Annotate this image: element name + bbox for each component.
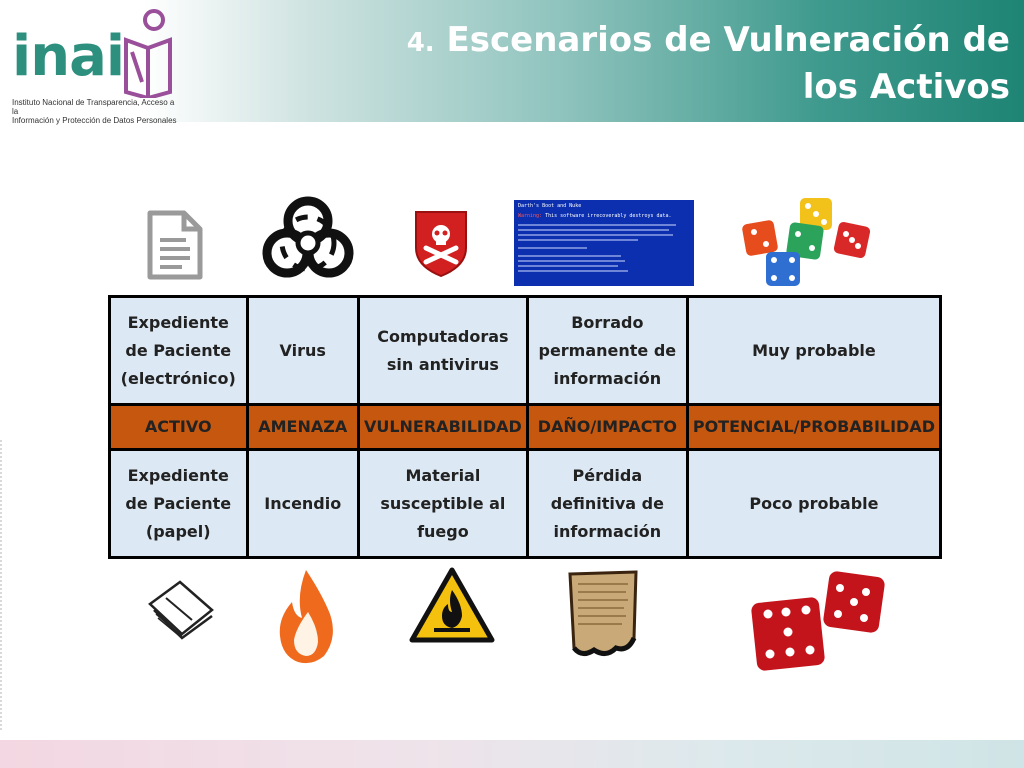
bsod-warning-label: Warning: bbox=[518, 213, 543, 219]
logo-person-book-icon bbox=[118, 8, 178, 98]
column-header: ACTIVO bbox=[111, 406, 246, 448]
vulnerability-scenarios-table bbox=[108, 295, 942, 559]
inai-logo bbox=[10, 4, 180, 125]
table-cell: Expediente de Paciente (papel) bbox=[111, 451, 246, 556]
slide-title-text: Escenarios de Vulneración de los Activos bbox=[446, 20, 1010, 107]
bsod-text-line bbox=[518, 247, 587, 249]
slide-title bbox=[370, 18, 1010, 109]
red-dice-icon bbox=[750, 570, 888, 674]
bsod-text-line bbox=[518, 270, 628, 272]
colorful-dice-icon bbox=[740, 194, 880, 292]
bsod-text-line bbox=[518, 229, 669, 231]
blue-screen-icon bbox=[514, 200, 694, 286]
column-header: POTENCIAL/PROBABILIDAD bbox=[689, 406, 939, 448]
table-header-row bbox=[111, 406, 939, 448]
logo-subtitle-line-2: Información y Protección de Datos Personales bbox=[12, 116, 177, 125]
fire-icon bbox=[276, 568, 338, 666]
table-cell: Pérdida definitiva de información bbox=[529, 451, 686, 556]
table-cell: Computadoras sin antivirus bbox=[360, 298, 526, 403]
bsod-text-line bbox=[518, 260, 625, 262]
bsod-warning bbox=[518, 213, 690, 220]
malware-shield-icon bbox=[412, 208, 470, 278]
table-cell: Incendio bbox=[249, 451, 357, 556]
slide-number: 4. bbox=[406, 28, 435, 58]
left-divider bbox=[0, 440, 4, 730]
document-icon bbox=[146, 210, 204, 280]
column-header: AMENAZA bbox=[249, 406, 357, 448]
logo-subtitle bbox=[12, 98, 180, 125]
table-cell: Expediente de Paciente (electrónico) bbox=[111, 298, 246, 403]
logo-subtitle-line-1: Instituto Nacional de Transparencia, Acceso a la bbox=[12, 98, 175, 116]
bsod-text-line bbox=[518, 239, 638, 241]
column-header: VULNERABILIDAD bbox=[360, 406, 526, 448]
paper-files-icon bbox=[146, 576, 216, 640]
bsod-text-line bbox=[518, 265, 618, 267]
bsod-text-line bbox=[518, 224, 676, 226]
table-cell: Poco probable bbox=[689, 451, 939, 556]
bsod-warning-text: This software irrecoverably destroys data. bbox=[545, 213, 672, 219]
bsod-text-line bbox=[518, 255, 621, 257]
header-banner bbox=[0, 0, 1024, 125]
table-cell: Virus bbox=[249, 298, 357, 403]
table-row-paper bbox=[111, 451, 939, 556]
table-cell: Borrado permanente de información bbox=[529, 298, 686, 403]
footer-strip bbox=[0, 740, 1024, 768]
column-header: DAÑO/IMPACTO bbox=[529, 406, 686, 448]
bsod-text-line bbox=[518, 234, 673, 236]
biohazard-icon bbox=[262, 193, 354, 281]
fire-warning-icon bbox=[408, 566, 496, 644]
table-cell: Material susceptible al fuego bbox=[360, 451, 526, 556]
burnt-paper-icon bbox=[566, 568, 640, 660]
table-row-digital bbox=[111, 298, 939, 403]
table-cell: Muy probable bbox=[689, 298, 939, 403]
bsod-title: Darth's Boot and Nuke bbox=[518, 203, 582, 209]
logo-wordmark: inai bbox=[12, 24, 125, 89]
